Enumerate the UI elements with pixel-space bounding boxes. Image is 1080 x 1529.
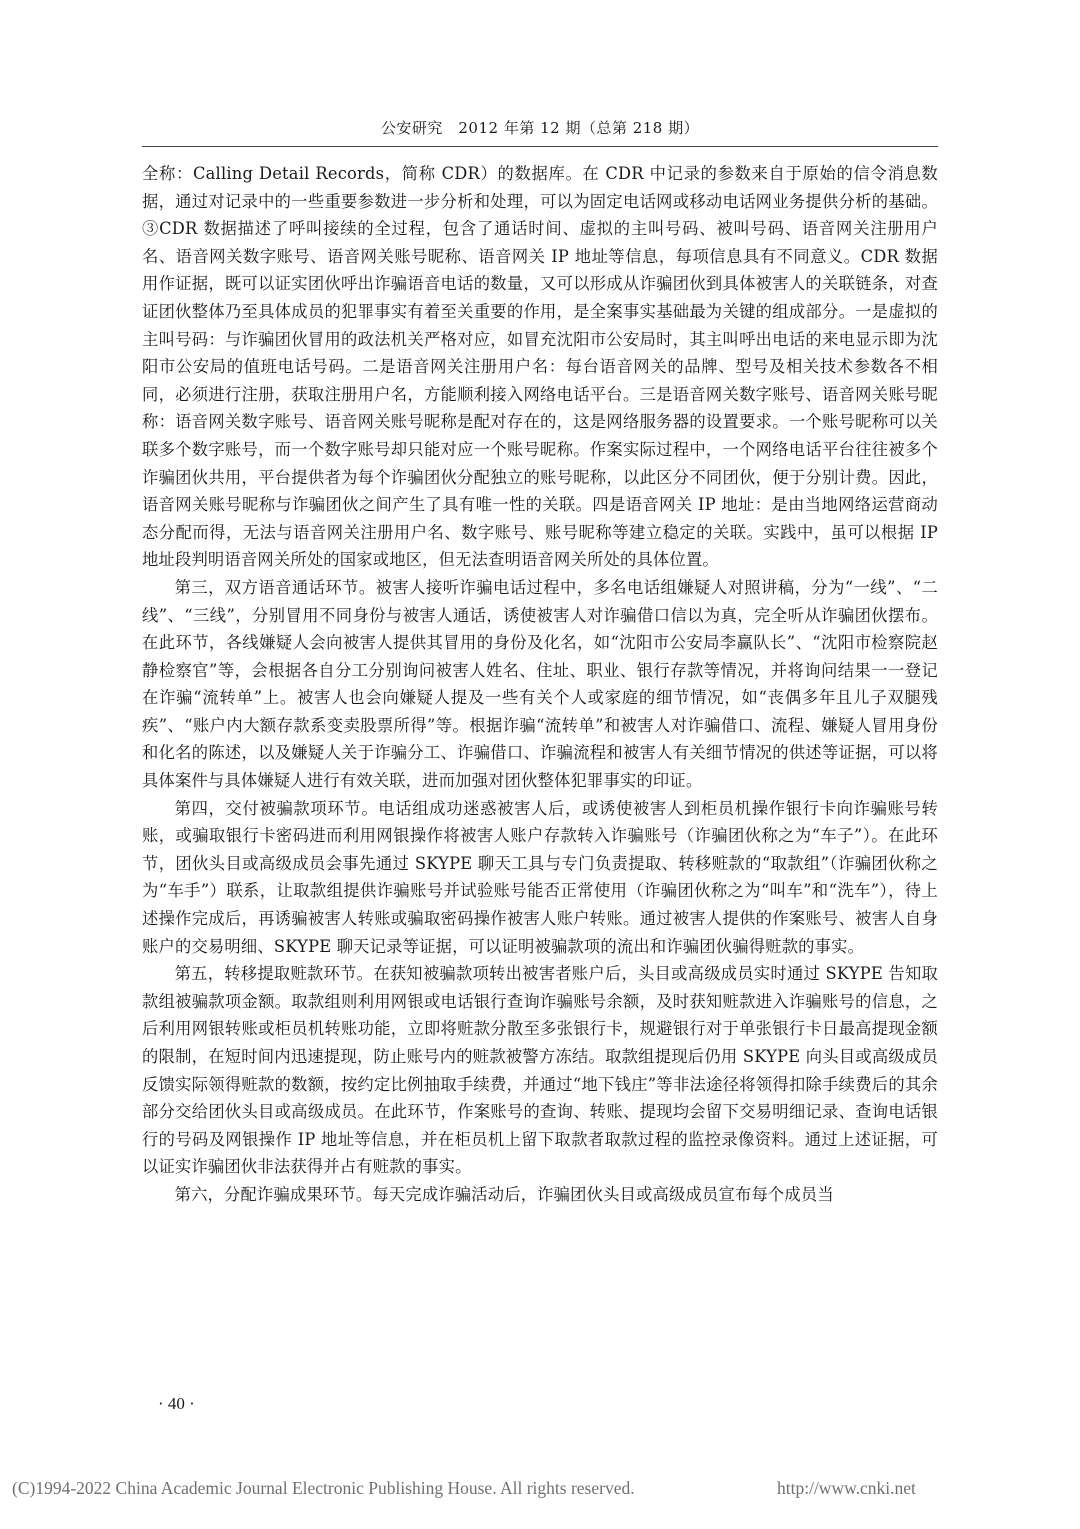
- copyright-line: [12, 1478, 916, 1499]
- copyright-notice: (C)1994-2022 China Academic Journal Electronic Publishing House. All rights reserved.: [12, 1478, 635, 1498]
- paragraph-third: 第三，双方语音通话环节。被害人接听诈骗电话过程中，多名电话组嫌疑人对照讲稿，分为“一线”、“二线”、“三线”，分别冒用不同身份与被害人通话，诱使被害人对诈骗借口信以为真，完全听从诈骗团伙摆布。在此环节，各线嫌疑人会向被害人提供其冒用的身份及化名，如“沈阳市公安局李赢队长”、“沈阳市检察院赵静检察官”等，会根据各自分工分别询问被害人姓名、住址、职业、银行存款等情况，并将询问结果一一登记在诈骗“流转单”上。被害人也会向嫌疑人提及一些有关个人或家庭的细节情况，如“丧偶多年且儿子双腿残疾”、“账户内大额存款系变卖股票所得”等。根据诈骗“流转单”和被害人对诈骗借口、流程、嫌疑人冒用身份和化名的陈述，以及嫌疑人关于诈骗分工、诈骗借口、诈骗流程和被害人有关细节情况的供述等证据，可以将具体案件与具体嫌疑人进行有效关联，进而加强对团伙整体犯罪事实的印证。: [142, 577, 938, 791]
- page-number: · 40 ·: [158, 1394, 195, 1413]
- header-divider: [142, 146, 938, 147]
- running-header: 公安研究 2012 年第 12 期（总第 218 期）: [380, 119, 700, 137]
- paragraph-fifth: 第五，转移提取赃款环节。在获知被骗款项转出被害者账户后，头目或高级成员实时通过 SKYPE 告知取款组被骗款项金额。取款组则利用网银或电话银行查询诈骗账号余额，及时获知赃款进入诈骗账号的信息，之后利用网银转账或柜员机转账功能，立即将赃款分散至多张银行卡，规避银行对于单张银行卡日最高提现金额的限制，在短时间内迅速提现，防止账号内的赃款被警方冻结。取款组提现后仍用 SKYPE 向头目或高级成员反馈实际领得赃款的数额，按约定比例抽取手续费，并通过“地下钱庄”等非法途径将领得扣除手续费后的其余部分交给团伙头目或高级成员。在此环节，作案账号的查询、转账、提现均会留下交易明细记录、查询电话银行的号码及网银操作 IP 地址等信息，并在柜员机上留下取款者取款过程的监控录像资料。通过上述证据，可以证实诈骗团伙非法获得并占有赃款的事实。: [142, 964, 938, 1177]
- article-body: [142, 160, 938, 1209]
- paragraph-fourth: 第四，交付被骗款项环节。电话组成功迷惑被害人后，或诱使被害人到柜员机操作银行卡向诈骗账号转账，或骗取银行卡密码进而利用网银操作将被害人账户存款转入诈骗账号（诈骗团伙称之为“车子”）。在此环节，团伙头目或高级成员会事先通过 SKYPE 聊天工具与专门负责提取、转移赃款的“取款组”（诈骗团伙称之为“车手”）联系，让取款组提供诈骗账号并试验账号能否正常使用（诈骗团伙称之为“叫车”和“洗车”），待上述操作完成后，再诱骗被害人转账或骗取密码操作被害人账户转账。通过被害人提供的作案账号、被害人自身账户的交易明细、SKYPE 聊天记录等证据，可以证明被骗款项的流出和诈骗团伙骗得赃款的事实。: [142, 798, 938, 956]
- website-link[interactable]: http://www.cnki.net: [777, 1478, 916, 1498]
- paragraph-cdr: 全称：Calling Detail Records，简称 CDR）的数据库。在 CDR 中记录的参数来自于原始的信令消息数据，通过对记录中的一些重要参数进一步分析和处理，可以为固定电话网或移动电话网业务提供分析的基础。③CDR 数据描述了呼叫接续的全过程，包含了通话时间、虚拟的主叫号码、被叫号码、语音网关注册用户名、语音网关数字账号、语音网关账号昵称、语音网关 IP 地址等信息，每项信息具有不同意义。CDR 数据用作证据，既可以证实团伙呼出诈骗语音电话的数量，又可以形成从诈骗团伙到具体被害人的关联链条，对查证团伙整体乃至具体成员的犯罪事实有着至关重要的作用，是全案事实基础最为关键的组成部分。一是虚拟的主叫号码：与诈骗团伙冒用的政法机关严格对应，如冒充沈阳市公安局时，其主叫呼出电话的来电显示即为沈阳市公安局的值班电话号码。二是语音网关注册用户名：每台语音网关的品牌、型号及相关技术参数各不相同，必须进行注册，获取注册用户名，方能顺利接入网络电话平台。三是语音网关数字账号、语音网关账号昵称：语音网关数字账号、语音网关账号昵称是配对存在的，这是网络服务器的设置要求。一个账号昵称可以关联多个数字账号，而一个数字账号却只能对应一个账号昵称。作案实际过程中，一个网络电话平台往往被多个诈骗团伙共用，平台提供者为每个诈骗团伙分配独立的账号昵称，以此区分不同团伙，便于分别计费。因此，语音网关账号昵称与诈骗团伙之间产生了具有唯一性的关联。四是语音网关 IP 地址：是由当地网络运营商动态分配而得，无法与语音网关注册用户名、数字账号、账号昵称等建立稳定的关联。实践中，虽可以根据 IP 地址段判明语音网关所处的国家或地区，但无法查明语音网关所处的具体位置。: [142, 164, 938, 570]
- paragraph-sixth: 第六，分配诈骗成果环节。每天完成诈骗活动后，诈骗团伙头目或高级成员宣布每个成员当: [174, 1184, 834, 1204]
